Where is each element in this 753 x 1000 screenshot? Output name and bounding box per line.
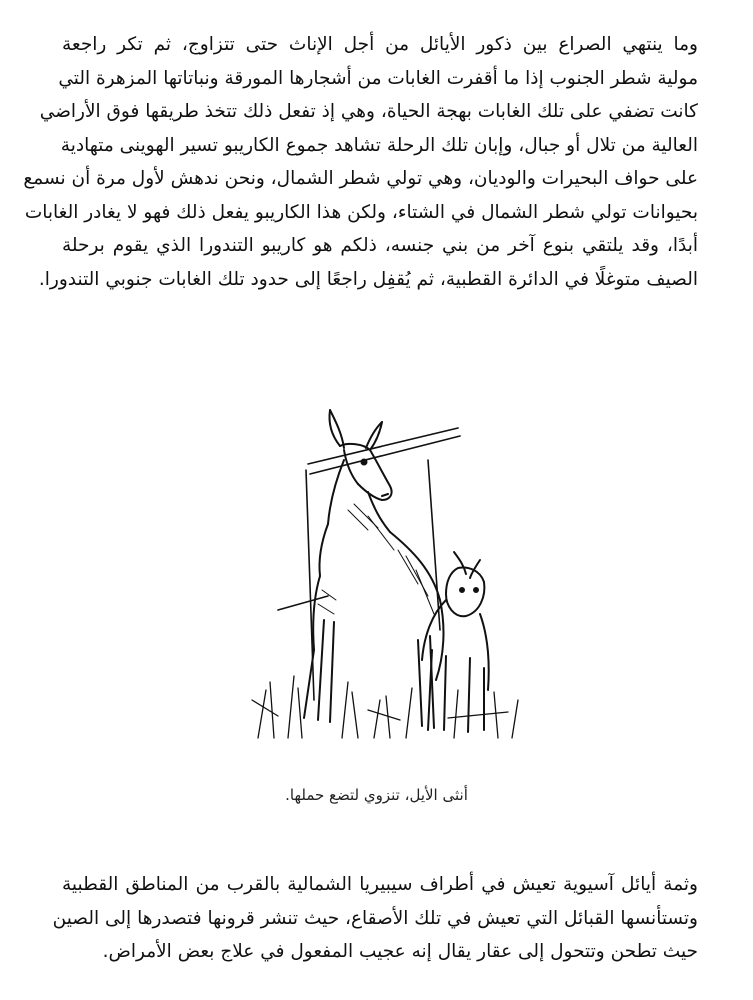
paragraph-line: وتستأنسها القبائل التي تعيش في تلك الأصقاع، حيث تنشر قرونها فتصدرها إلى الصين xyxy=(52,907,698,929)
paragraph-line: كانت تضفي على تلك الغابات بهجة الحياة، وهي إذ تفعل ذلك تتخذ طريقها فوق الأراضي xyxy=(39,101,698,122)
paragraph-1 xyxy=(23,28,698,296)
paragraph-line: العالية من تلال أو جبال، وإبان تلك الرحلة تشاهد جموع الكاريبو تسير الهوينى متهادية xyxy=(60,134,698,156)
paragraph-line: أبدًا، وقد يلتقي بنوع آخر من بني جنسه، ذلكم هو كاريبو التندورا الذي يقوم برحلة xyxy=(62,235,698,256)
paragraph-line: بحيوانات تولي شطر الشمال في الشتاء، ولكن هذا الكاريبو يفعل ذلك فهو لا يغادر الغابات xyxy=(24,201,698,223)
paragraph-line: وثمة أيائل آسيوية تعيش في أطراف سيبيريا الشمالية بالقرب من المناطق القطبية xyxy=(62,874,698,895)
paragraph-2 xyxy=(52,868,698,969)
paragraph-line: وما ينتهي الصراع بين ذكور الأيائل من أجل الإناث حتى تتزاوج، ثم تكر راجعة xyxy=(62,34,698,55)
paragraph-line: الصيف متوغلًا في الدائرة القطبية، ثم يُقفِل راجعًا إلى حدود تلك الغابات جنوبي التندورا. xyxy=(38,268,698,290)
deer-illustration xyxy=(218,400,534,740)
paragraph-line: على حواف البحيرات والوديان، وهي تولي شطر الشمال، ونحن ندهش لأول مرة أن نسمع xyxy=(23,168,698,189)
figure-caption: أنثى الأيل، تنزوي لتضع حملها. xyxy=(285,786,468,804)
paragraph-line: حيث تطحن وتتحول إلى عقار يقال إنه عجيب المفعول في علاج بعض الأمراض. xyxy=(102,941,698,962)
paragraph-line: مولية شطر الجنوب إذا ما أقفرت الغابات من أشجارها المورقة ونباتاتها المزهرة التي xyxy=(58,67,698,89)
